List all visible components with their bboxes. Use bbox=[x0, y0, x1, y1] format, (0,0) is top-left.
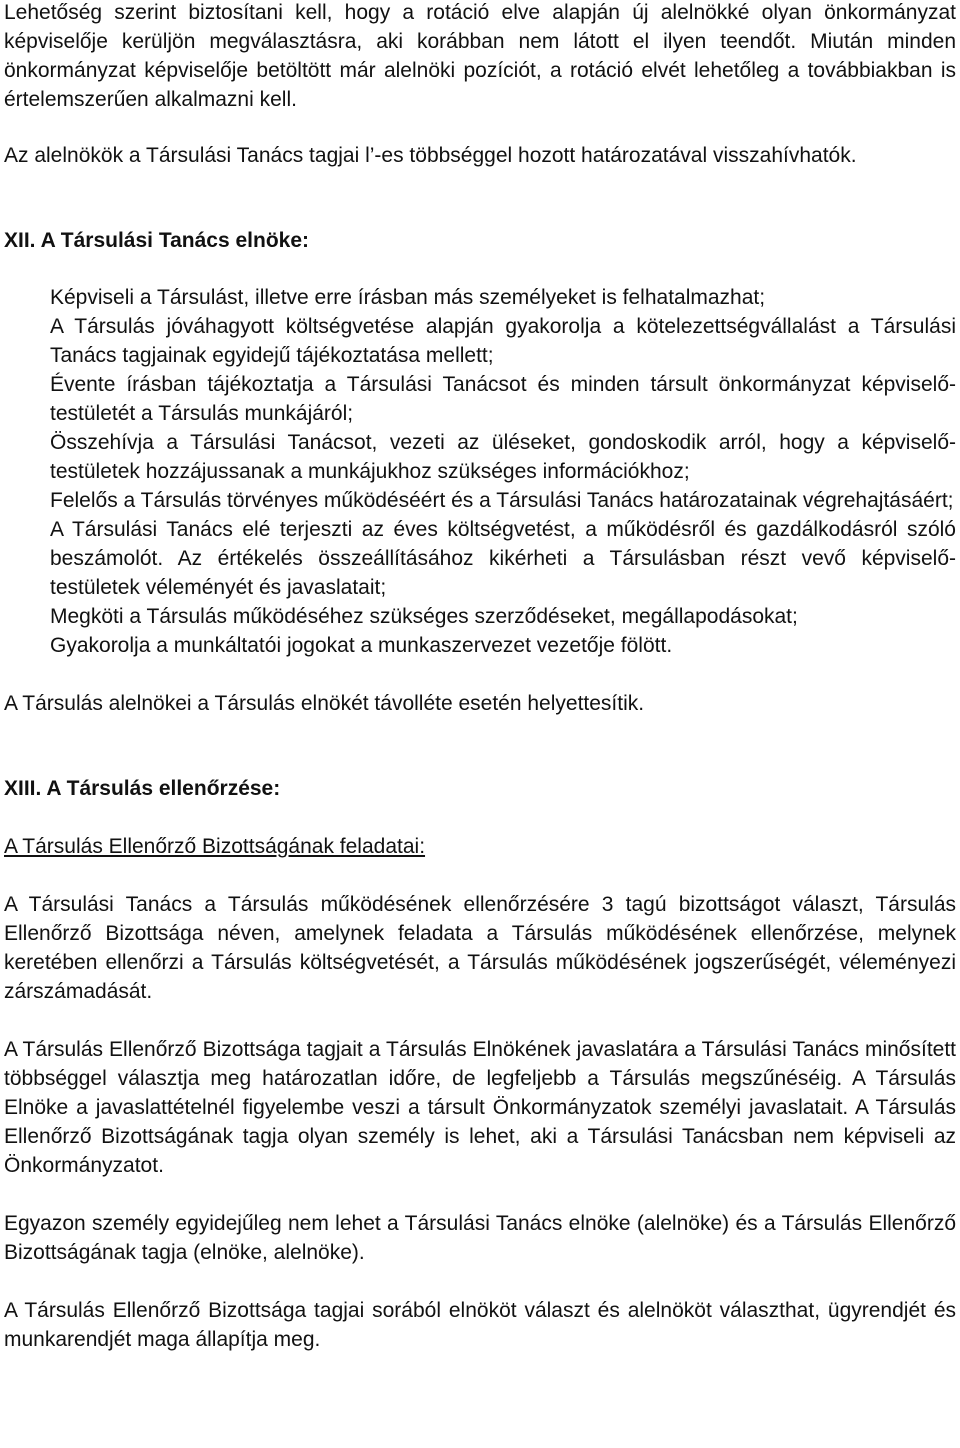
section-13-paragraph-incompatibility: Egyazon személy egyidejűleg nem lehet a Társulási Tanács elnöke (alelnöke) és a Társulás Ellenőrző Bizottságának tagja (elnöke, alelnöke). bbox=[4, 1212, 956, 1264]
section-12-closing-paragraph: A Társulás alelnökei a Társulás elnökét távolléte esetén helyettesítik. bbox=[4, 692, 645, 715]
section-13-paragraph-committee: A Társulási Tanács a Társulás működésének ellenőrzésére 3 tagú bizottságot választ, Társulás Ellenőrző Bizottsága néven, amelynek feladata a Társulás működésének ellenőrzése, melynek keretében ellenőrzi a Társulás költségvetését, a Társulás működésének jogszerűségét, véleményezi zárszámadását. bbox=[4, 893, 956, 1003]
document-page bbox=[4, 0, 956, 1354]
section-12-duties-list bbox=[50, 283, 956, 660]
intro-paragraph-recall: Az alelnökök a Társulási Tanács tagjai l’-es többséggel hozott határozatával visszahívhatók. bbox=[4, 144, 857, 167]
list-item: A Társulási Tanács elé terjeszti az éves költségvetést, a működésről és gazdálkodásról szóló beszámolót. Az értékelés összeállításához kikérheti a Társulásban részt vevő képviselő-testületek véleményét és javaslatait; bbox=[50, 518, 956, 599]
list-item: Gyakorolja a munkáltatói jogokat a munkaszervezet vezetője fölött. bbox=[50, 634, 673, 657]
list-item: Összehívja a Társulási Tanácsot, vezeti az üléseket, gondoskodik arról, hogy a képviselő-testületek hozzájussanak a munkájukhoz szükséges információkhoz; bbox=[50, 431, 956, 483]
list-item: Évente írásban tájékoztatja a Társulási Tanácsot és minden társult önkormányzat képviselő-testületét a Társulás munkájáról; bbox=[50, 373, 956, 425]
intro-paragraph-rotation: Lehetőség szerint biztosítani kell, hogy a rotáció elve alapján új alelnökké olyan önkormányzat képviselője kerüljön megválasztásra, aki korábban nem látott el ilyen teendőt. Miután minden önkormányzat képviselője betöltött már alelnöki pozíciót, a rotáció elvét lehetőleg a továbbiakban is értelemszerűen alkalmazni kell. bbox=[4, 1, 956, 111]
list-item: Felelős a Társulás törvényes működéséért és a Társulási Tanács határozatainak végrehajtásáért; bbox=[50, 489, 954, 512]
list-item: Képviseli a Társulást, illetve erre írásban más személyeket is felhatalmazhat; bbox=[50, 286, 766, 309]
section-12-heading: XII. A Társulási Tanács elnöke: bbox=[4, 229, 310, 252]
section-13-heading: XIII. A Társulás ellenőrzése: bbox=[4, 777, 281, 800]
list-item: Megköti a Társulás működéséhez szükséges szerződéseket, megállapodásokat; bbox=[50, 605, 798, 628]
section-13-paragraph-rules: A Társulás Ellenőrző Bizottsága tagjai sorából elnököt választ és alelnököt választhat, ügyrendjét és munkarendjét maga állapítja meg. bbox=[4, 1299, 956, 1351]
list-item: A Társulás jóváhagyott költségvetése alapján gyakorolja a kötelezettségvállalást a Társulási Tanács tagjainak egyidejű tájékoztatása mellett; bbox=[50, 315, 956, 367]
section-13-subheading: A Társulás Ellenőrző Bizottságának feladatai: bbox=[4, 835, 426, 858]
section-13-paragraph-members: A Társulás Ellenőrző Bizottsága tagjait a Társulás Elnökének javaslatára a Társulási Tanács minősített többséggel választja meg határozatlan időre, de legfeljebb a Társulás megszűnéséig. A Társulás Elnöke a javaslattételnél figyelembe veszi a társult Önkormányzatok személyi javaslatait. A Társulás Ellenőrző Bizottságának tagja olyan személy is lehet, aki a Társulási Tanácsban nem képviseli az Önkormányzatot. bbox=[4, 1038, 956, 1177]
